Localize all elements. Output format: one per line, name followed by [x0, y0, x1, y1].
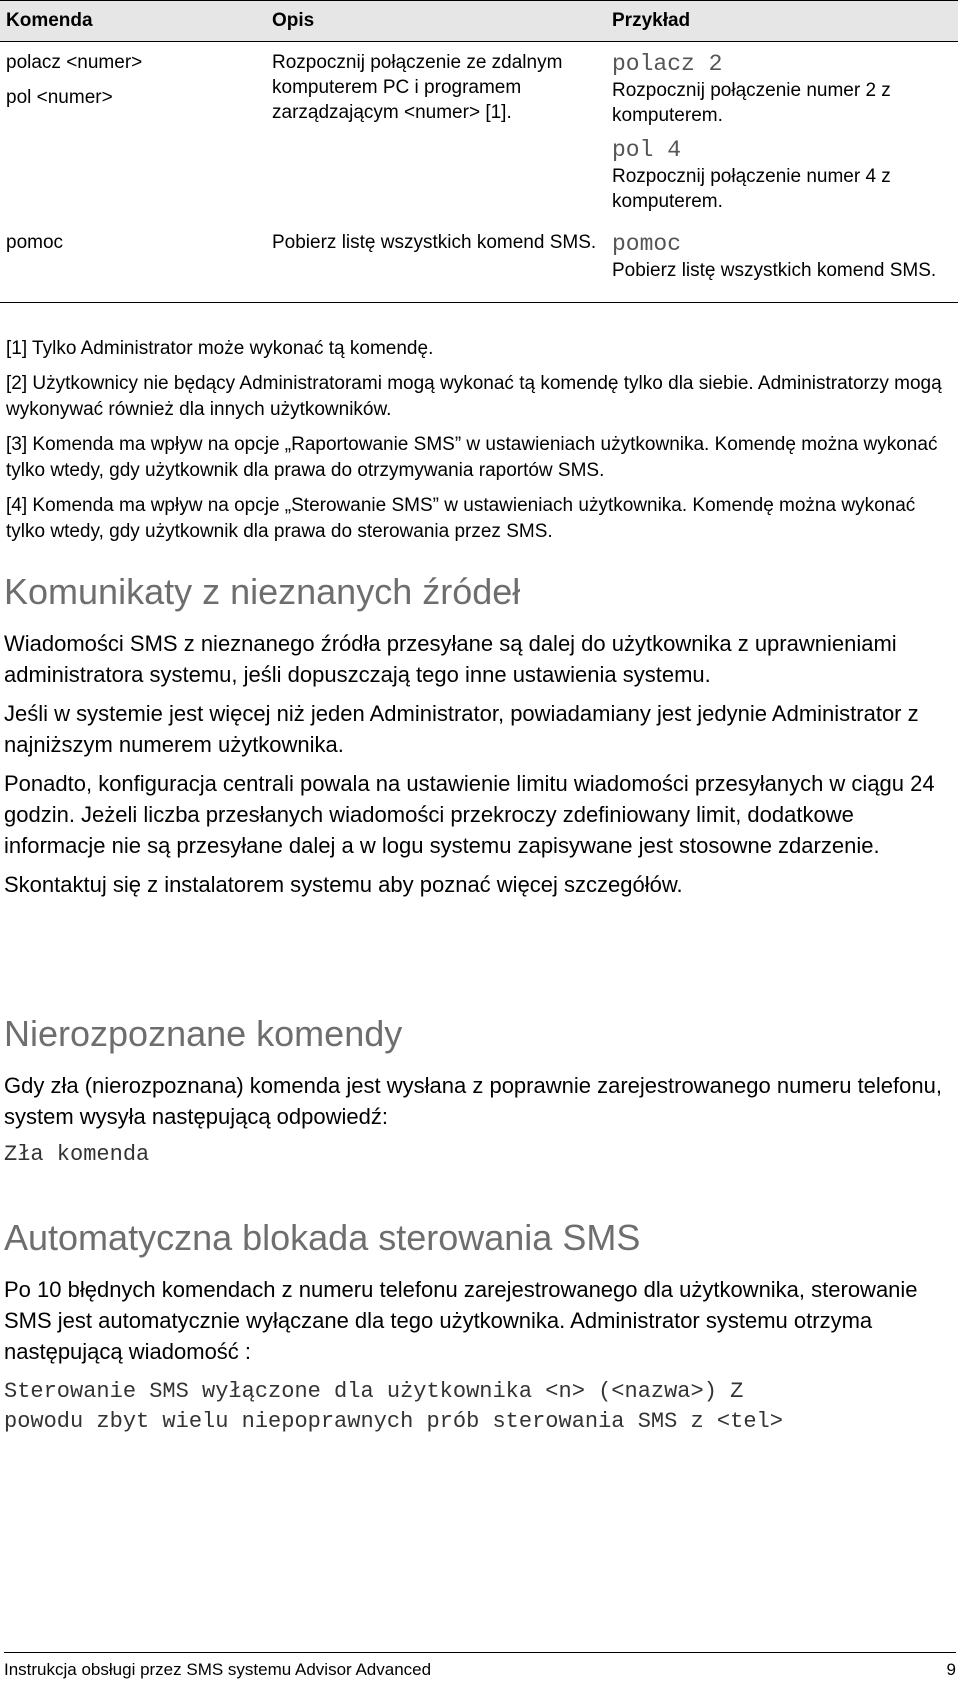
- section-heading: Automatyczna blokada sterowania SMS: [4, 1217, 641, 1258]
- description-cell: Rozpocznij połączenie ze zdalnym komputerem PC i programem zarządzającym <numer> [1].: [272, 52, 563, 123]
- section-unknown-sources: [4, 570, 956, 908]
- example-code: pomoc: [612, 231, 682, 257]
- command-cell: [0, 230, 266, 303]
- example-text: Pobierz listę wszystkich komend SMS.: [612, 260, 937, 281]
- code-line: powodu zbyt wielu niepoprawnych prób sterowania SMS z <tel>: [4, 1409, 783, 1434]
- footnote: [3] Komenda ma wpływ na opcje „Raportowanie SMS” w ustawieniach użytkownika. Komendę można wykonać tylko wtedy, gdy użytkownik dla prawa do otrzymywania raportów SMS.: [6, 434, 938, 481]
- table-row: [0, 230, 958, 303]
- header-description: Opis: [266, 1, 606, 42]
- footnotes: [6, 336, 946, 554]
- command-cell: [0, 42, 266, 231]
- code-response: Zła komenda: [4, 1142, 150, 1167]
- paragraph: Skontaktuj się z instalatorem systemu aby poznać więcej szczegółów.: [4, 872, 683, 897]
- page-number: 9: [946, 1660, 956, 1679]
- example-cell: [606, 42, 958, 231]
- footnote: [1] Tylko Administrator może wykonać tą komendę.: [6, 338, 434, 359]
- example-text: Rozpocznij połączenie numer 4 z komputerem.: [612, 166, 891, 212]
- command-name: polacz <numer>: [6, 52, 143, 73]
- footnote: [2] Użytkownicy nie będący Administratorami mogą wykonać tą komendę tylko dla siebie. Administratorzy mogą wykonywać również dla innych użytkowników.: [6, 373, 942, 420]
- page-footer: [4, 1652, 956, 1682]
- code-line: Sterowanie SMS wyłączone dla użytkownika <n> (<nazwa>) Z: [4, 1379, 744, 1404]
- footnote: [4] Komenda ma wpływ na opcje „Sterowanie SMS” w ustawieniach użytkownika. Komendę można wykonać tylko wtedy, gdy użytkownik dla prawa do sterowania przez SMS.: [6, 495, 916, 542]
- example-text: Rozpocznij połączenie numer 2 z komputerem.: [612, 80, 891, 126]
- section-heading: Komunikaty z nieznanych źródeł: [4, 571, 521, 612]
- commands-table: [0, 0, 958, 303]
- footer-rule: [4, 1652, 956, 1653]
- table-row: [0, 42, 958, 231]
- paragraph: Jeśli w systemie jest więcej niż jeden Administrator, powiadamiany jest jedynie Administrator z najniższym numerem użytkownika.: [4, 701, 919, 757]
- footer-title: Instrukcja obsługi przez SMS systemu Advisor Advanced: [4, 1660, 432, 1679]
- table-header-row: [0, 1, 958, 42]
- paragraph: Gdy zła (nierozpoznana) komenda jest wysłana z poprawnie zarejestrowanego numeru telefonu, system wysyła następującą odpowiedź:: [4, 1073, 942, 1129]
- paragraph: Ponadto, konfiguracja centrali powala na ustawienie limitu wiadomości przesyłanych w ciągu 24 godzin. Jeżeli liczba przesłanych wiadomości przekroczy zdefiniowany limit, dodatkowe informacje nie są przesyłane dalej a w logu systemu zapisywane jest stosowne zdarzenie.: [4, 771, 935, 858]
- section-heading: Nierozpoznane komendy: [4, 1013, 403, 1054]
- example-cell: [606, 230, 958, 303]
- header-example: Przykład: [606, 1, 958, 42]
- command-name: pol <numer>: [6, 87, 113, 108]
- paragraph: Wiadomości SMS z nieznanego źródła przesyłane są dalej do użytkownika z uprawnieniami administratora systemu, jeśli dopuszczają tego inne ustawienia systemu.: [4, 631, 897, 687]
- paragraph: Po 10 błędnych komendach z numeru telefonu zarejestrowanego dla użytkownika, sterowanie SMS jest automatycznie wyłączane dla tego użytkownika. Administrator systemu otrzyma następującą wiadomość :: [4, 1277, 918, 1364]
- section-automatic-lock: [4, 1216, 956, 1437]
- example-code: polacz 2: [612, 51, 723, 77]
- command-name: pomoc: [6, 232, 64, 253]
- section-unrecognized-commands: [4, 1012, 956, 1170]
- description-cell: Pobierz listę wszystkich komend SMS.: [266, 230, 606, 303]
- header-command: Komenda: [0, 1, 266, 42]
- example-code: pol 4: [612, 137, 682, 163]
